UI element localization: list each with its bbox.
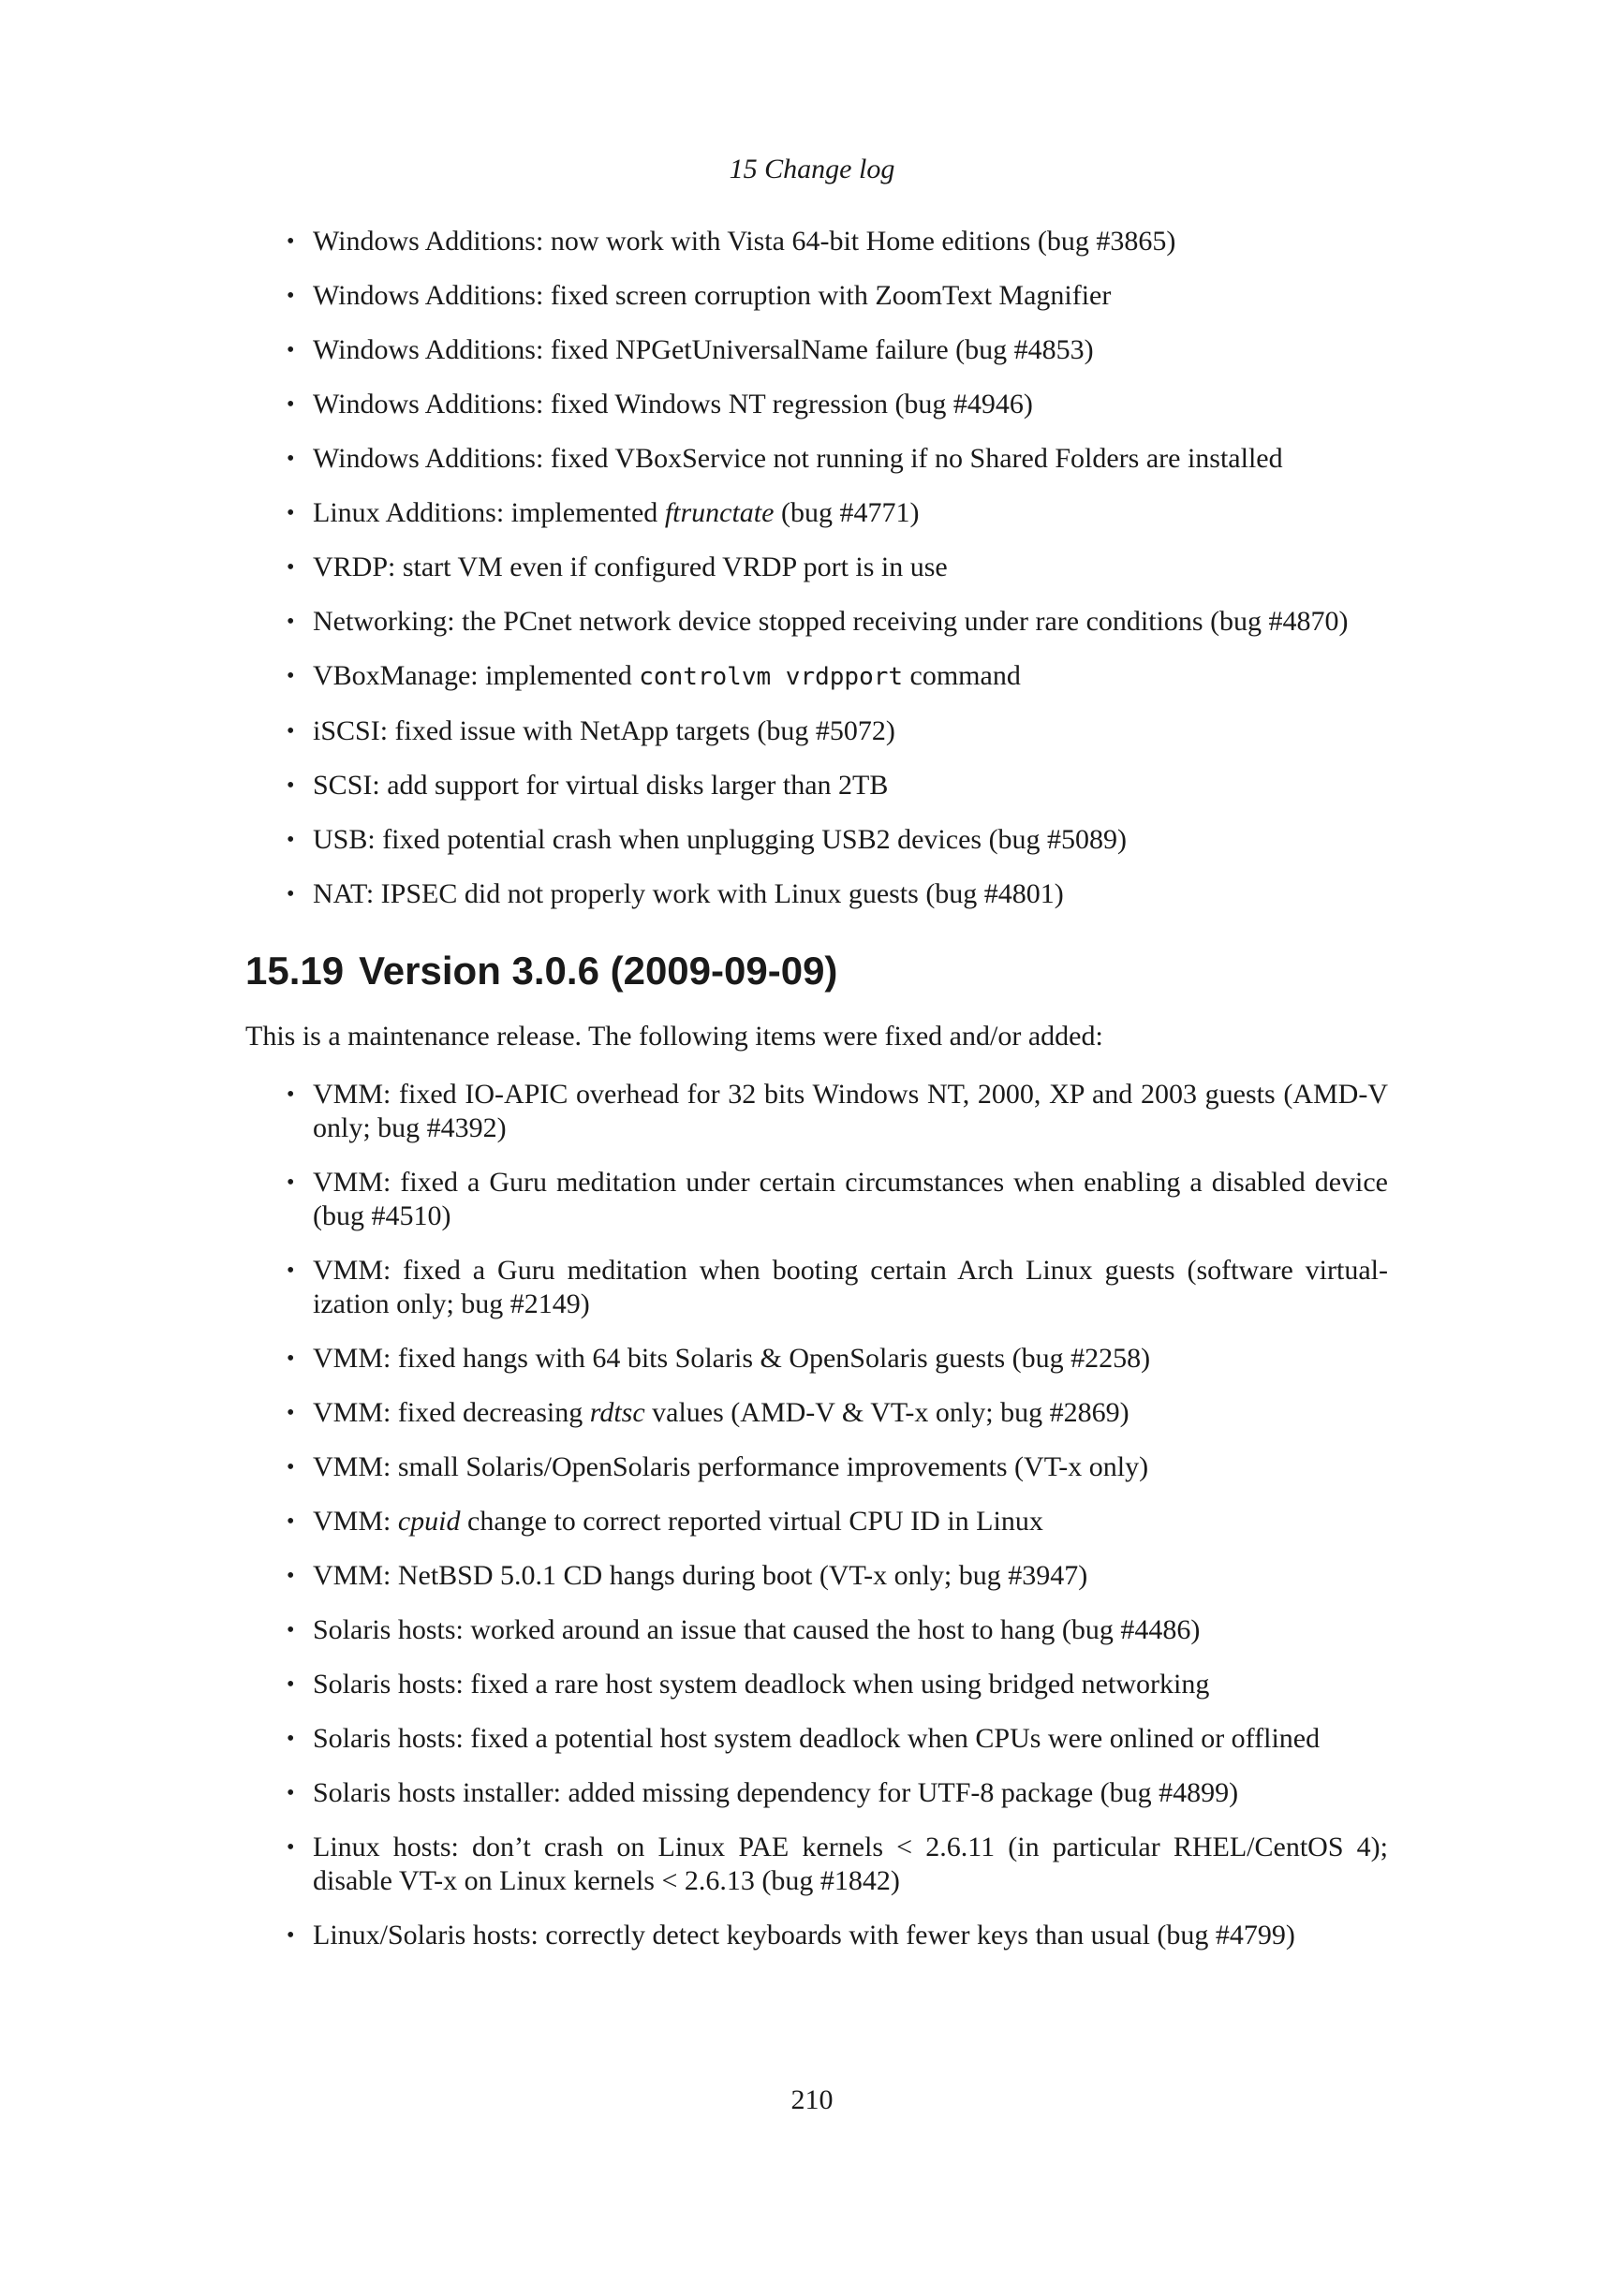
list-item-text: VMM: small Solaris/OpenSolaris performance improvements (VT-x only)	[313, 1451, 1149, 1482]
section-title: Version 3.0.6 (2009-09-09)	[359, 949, 838, 993]
list-item	[245, 1668, 1388, 1701]
list-item	[245, 823, 1388, 857]
emphasis-term: cpuid	[397, 1506, 461, 1537]
list-item-text: iSCSI: fixed issue with NetApp targets (bug #5072)	[313, 715, 895, 746]
list-item	[245, 1396, 1388, 1430]
list-item	[245, 333, 1388, 367]
bullet-icon: •	[287, 719, 295, 743]
list-item-text: Solaris hosts: fixed a potential host system deadlock when CPUs were onlined or offlined	[313, 1723, 1321, 1754]
list-item	[245, 1342, 1388, 1376]
changelog-list-previous	[245, 225, 1388, 911]
list-item	[245, 605, 1388, 639]
list-item-text: USB: fixed potential crash when unplugging USB2 devices (bug #5089)	[313, 824, 1128, 855]
bullet-icon: •	[287, 338, 295, 362]
list-item-text: VMM: fixed a Guru meditation when booting certain Arch Linux guests (software virtualization only; bug #2149)	[313, 1255, 1388, 1319]
list-item-text: Linux Additions: implemented	[313, 497, 665, 528]
list-item	[245, 279, 1388, 313]
list-item	[245, 1776, 1388, 1810]
list-item-text: Linux hosts: don’t crash on Linux PAE kernels < 2.6.11 (in particular RHEL/CentOS 4); disable VT-x on Linux kernels < 2.6.13 (bug #1842)	[313, 1832, 1388, 1896]
list-item	[245, 1450, 1388, 1484]
list-item-text: VMM: fixed decreasing	[313, 1397, 590, 1428]
bullet-icon: •	[287, 1564, 295, 1588]
bullet-icon: •	[287, 828, 295, 852]
emphasis-term: ftrunctate	[664, 497, 775, 528]
list-item-text: Solaris hosts installer: added missing dependency for UTF-8 package (bug #4899)	[313, 1777, 1239, 1808]
list-item	[245, 551, 1388, 584]
bullet-icon: •	[287, 882, 295, 906]
bullet-icon: •	[287, 284, 295, 308]
bullet-icon: •	[287, 1455, 295, 1479]
bullet-icon: •	[287, 1258, 295, 1283]
page-content	[245, 225, 1388, 1973]
bullet-icon: •	[287, 664, 295, 688]
list-item-text: VMM:	[313, 1506, 398, 1537]
list-item-text: SCSI: add support for virtual disks larger than 2TB	[313, 770, 889, 801]
list-item-text: Solaris hosts: fixed a rare host system deadlock when using bridged networking	[313, 1669, 1210, 1700]
bullet-icon: •	[287, 392, 295, 417]
bullet-icon: •	[287, 1672, 295, 1697]
list-item	[245, 496, 1388, 530]
code-term: controlvm vrdpport	[639, 663, 904, 691]
list-item-text: Windows Additions: fixed NPGetUniversalName failure (bug #4853)	[313, 334, 1094, 365]
list-item-text: NAT: IPSEC did not properly work with Linux guests (bug #4801)	[313, 878, 1064, 909]
list-item-text: VMM: fixed a Guru meditation under certain circumstances when enabling a disabled device (bug #4510)	[313, 1167, 1388, 1231]
bullet-icon: •	[287, 447, 295, 471]
list-item-text: VBoxManage: implemented	[313, 660, 640, 691]
list-item	[245, 1722, 1388, 1756]
list-item	[245, 388, 1388, 421]
bullet-icon: •	[287, 1727, 295, 1751]
list-item-text: VRDP: start VM even if configured VRDP port is in use	[313, 552, 948, 582]
list-item	[245, 659, 1388, 694]
bullet-icon: •	[287, 1347, 295, 1371]
list-item-text: Networking: the PCnet network device stopped receiving under rare conditions (bug #4870)	[313, 606, 1349, 637]
bullet-icon: •	[287, 1509, 295, 1534]
list-item-text: Windows Additions: now work with Vista 64-bit Home editions (bug #3865)	[313, 226, 1176, 257]
list-item-text: VMM: NetBSD 5.0.1 CD hangs during boot (VT-x only; bug #3947)	[313, 1560, 1088, 1591]
bullet-icon: •	[287, 1923, 295, 1948]
list-item	[245, 442, 1388, 476]
list-item-text: Linux/Solaris hosts: correctly detect keyboards with fewer keys than usual (bug #4799)	[313, 1920, 1295, 1950]
bullet-icon: •	[287, 1835, 295, 1860]
list-item-text: command	[903, 660, 1021, 691]
list-item	[245, 1254, 1388, 1321]
list-item-text: Windows Additions: fixed Windows NT regression (bug #4946)	[313, 389, 1033, 419]
list-item	[245, 1559, 1388, 1593]
running-header: 15 Change log	[729, 154, 895, 184]
list-item	[245, 1166, 1388, 1233]
list-item	[245, 769, 1388, 802]
page-number: 210	[790, 2084, 834, 2115]
list-item-text: Windows Additions: fixed VBoxService not running if no Shared Folders are installed	[313, 443, 1283, 474]
list-item-text: VMM: fixed hangs with 64 bits Solaris & OpenSolaris guests (bug #2258)	[313, 1343, 1151, 1374]
bullet-icon: •	[287, 229, 295, 254]
bullet-icon: •	[287, 1170, 295, 1195]
list-item	[245, 877, 1388, 911]
section-number: 15.19	[245, 949, 345, 993]
bullet-icon: •	[287, 501, 295, 525]
list-item	[245, 1613, 1388, 1647]
section-intro: This is a maintenance release. The following items were fixed and/or added:	[245, 1021, 1103, 1052]
list-item	[245, 1505, 1388, 1538]
list-item	[245, 1078, 1388, 1145]
list-item-text: Windows Additions: fixed screen corruption with ZoomText Magnifier	[313, 280, 1112, 311]
bullet-icon: •	[287, 555, 295, 580]
list-item-text: change to correct reported virtual CPU ID in Linux	[460, 1506, 1043, 1537]
section-heading	[245, 947, 1388, 995]
list-item-text: (bug #4771)	[774, 497, 920, 528]
list-item-text: Solaris hosts: worked around an issue that caused the host to hang (bug #4486)	[313, 1614, 1201, 1645]
bullet-icon: •	[287, 1781, 295, 1805]
bullet-icon: •	[287, 1618, 295, 1642]
changelog-list-3-0-6	[245, 1078, 1388, 1952]
list-item	[245, 1831, 1388, 1898]
bullet-icon: •	[287, 610, 295, 634]
list-item	[245, 1919, 1388, 1952]
bullet-icon: •	[287, 1082, 295, 1107]
list-item	[245, 714, 1388, 748]
bullet-icon: •	[287, 773, 295, 798]
emphasis-term: rdtsc	[589, 1397, 645, 1428]
list-item-text: VMM: fixed IO-APIC overhead for 32 bits Windows NT, 2000, XP and 2003 guests (AMD-V only; bug #4392)	[313, 1079, 1388, 1143]
list-item-text: values (AMD-V & VT-x only; bug #2869)	[644, 1397, 1129, 1428]
bullet-icon: •	[287, 1401, 295, 1425]
list-item	[245, 225, 1388, 258]
